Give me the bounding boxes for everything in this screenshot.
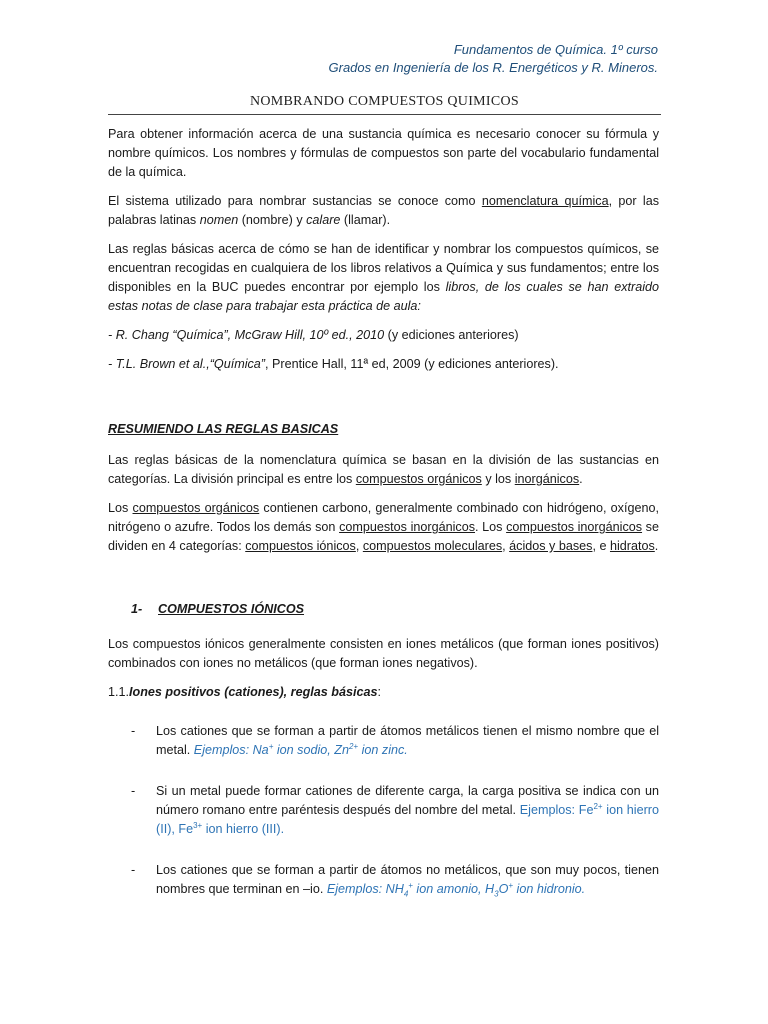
subsection-1-1-heading: 1.1.Iones positivos (cationes), reglas básicas:: [108, 685, 381, 699]
organic-inorganic-paragraph: Los compuestos orgánicos contienen carbono, generalmente combinado con hidrógeno, oxígeno, nitrógeno o azufre. Todos los demás son compuestos inorgánicos. Los compuestos inorgánicos se dividen en 4 categorías: compuestos iónicos, compuestos moleculares, ácidos y bases, e hidratos.: [108, 501, 659, 553]
categories-paragraph: Las reglas básicas de la nomenclatura química se basan en la división de las sustancias en categorías. La división principal es entre los compuestos orgánicos y los inorgánicos.: [108, 453, 659, 486]
title-rule: [108, 92, 661, 115]
bullet-item: - Los cationes que se forman a partir de átomos no metálicos, que son muy pocos, tienen nombres que terminan en –io. Ejemplos: $NH_4^+$ ion amonio, $H_3O^+$ ion hidronio.: [131, 863, 659, 899]
intro-paragraph: Para obtener información acerca de una sustancia química es necesario conocer su fórmula y nombre químicos. Los nombres y fórmulas de compuestos son parte del vocabulario fundamental de la química.: [108, 127, 659, 179]
bullet-item: - Si un metal puede formar cationes de diferente carga, la carga positiva se indica con un número romano entre paréntesis después del nombre del metal. Ejemplos: $Fe^{2+}$ ion hierro (II), $Fe^{3+}$ ion hierro (III).: [131, 784, 659, 836]
reference-brown: - T.L. Brown et al.,“Química”, Prentice Hall, 11ª ed, 2009 (y ediciones anteriores).: [108, 357, 559, 371]
page-title: NOMBRANDO COMPUESTOS QUIMICOS: [249, 94, 520, 109]
document-body: [108, 125, 659, 921]
header-course: Fundamentos de Química. 1º curso: [453, 42, 658, 57]
rules-paragraph: Las reglas básicas acerca de cómo se han de identificar y nombrar los compuestos químicos, se encuentran recogidas en cualquiera de los libros relativos a Química y sus fundamentos; entre los disponibles en la BUC puedes encontrar por ejemplo los libros, de los cuales se han extraido estas notas de clase para trabajar esta práctica de aula:: [108, 242, 660, 313]
header-degree: Grados en Ingeniería de los R. Energéticos y R. Mineros.: [328, 60, 658, 75]
section-1-heading: 1- COMPUESTOS IÓNICOS: [131, 602, 305, 616]
reference-chang: - R. Chang “Química”, McGraw Hill, 10º ed., 2010 (y ediciones anteriores): [108, 328, 519, 342]
nomenclature-paragraph: El sistema utilizado para nombrar sustancias se conoce como nomenclatura química, por las palabras latinas nomen (nombre) y calare (llamar).: [108, 194, 659, 227]
term-nomenclatura: nomenclatura química: [481, 194, 609, 208]
section-heading: RESUMIENDO LAS REGLAS BASICAS: [108, 422, 339, 436]
document-header: [329, 41, 659, 77]
ionic-paragraph: Los compuestos iónicos generalmente consisten en iones metálicos (que forman iones positivos) combinados con iones no metálicos (que forman iones negativos).: [108, 637, 659, 670]
bullet-item: - Los cationes que se forman a partir de átomos metálicos tienen el mismo nombre que el metal. Ejemplos: Na+ ion sodio, $Zn^{2+}$ ion zinc.: [131, 724, 659, 757]
